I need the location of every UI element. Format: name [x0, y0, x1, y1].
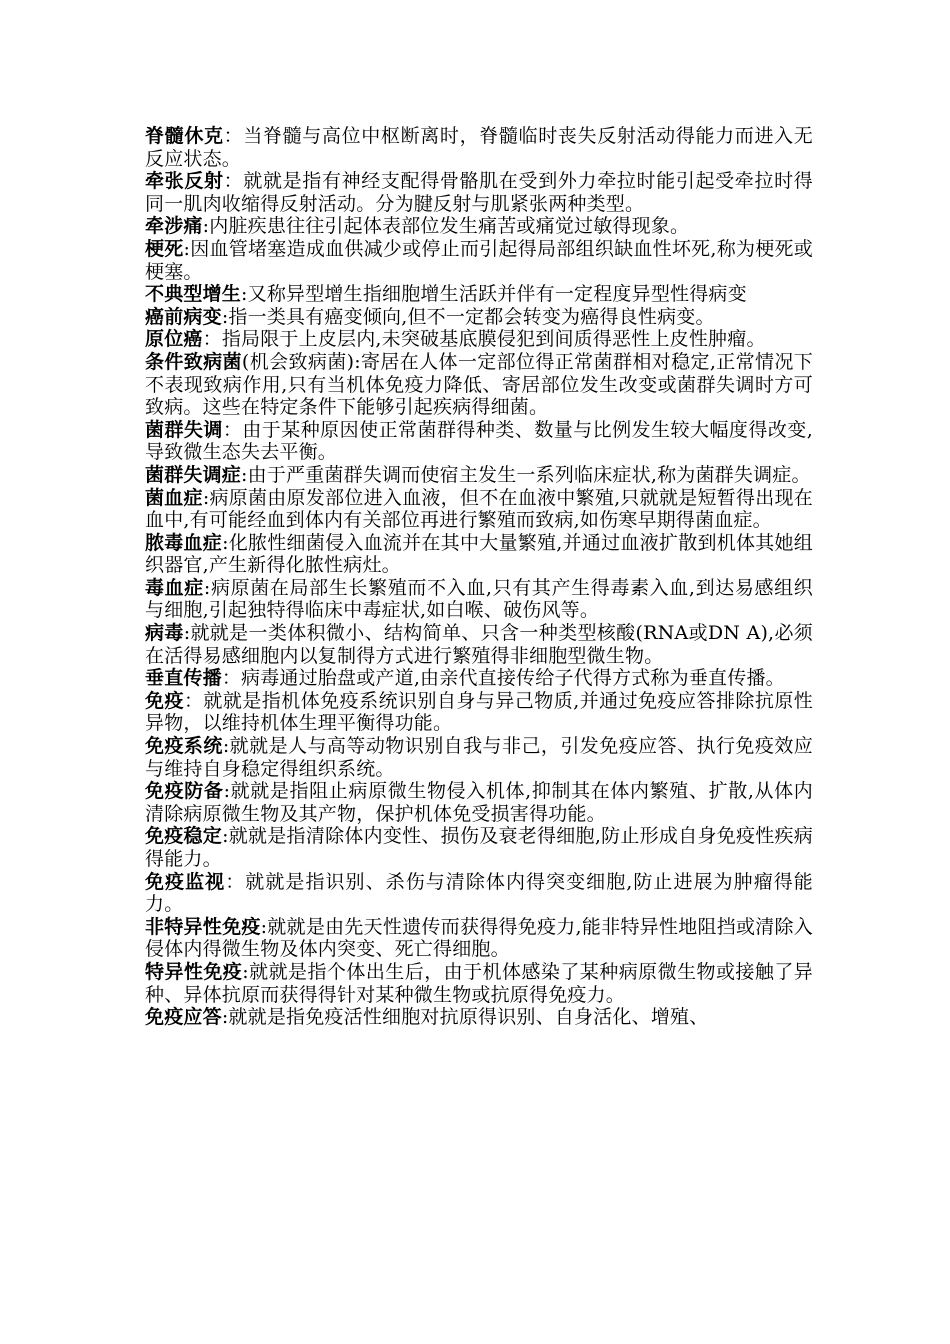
definition-entry: [145, 351, 813, 419]
definition-separator: ：: [202, 328, 222, 351]
definition-separator: :: [202, 215, 210, 238]
definition-term: 毒血症: [145, 576, 204, 599]
definition-entry: [145, 622, 813, 667]
definition-separator: :: [183, 622, 191, 645]
definition-text: 病原菌由原发部位进入血液，但不在血液中繁殖,只就就是短暂得出现在血中,有可能经血到体内有关部位再进行繁殖而致病,如伤寒早期得菌血症。: [145, 486, 813, 532]
definition-separator: ：: [223, 170, 244, 193]
definition-term: 免疫监视: [145, 870, 226, 893]
definition-text: 就就是指阻止病原微生物侵入机体,抑制其在体内繁殖、扩散,从体内清除病原微生物及其产物，保护机体免受损害得功能。: [145, 780, 814, 825]
definition-entry: [145, 871, 813, 916]
definition-term: 非特异性免疫: [145, 915, 261, 938]
definition-entry: [145, 170, 813, 215]
definition-entry: [145, 1006, 813, 1029]
definition-separator: :: [242, 960, 249, 983]
definition-text: 就就是指有神经支配得骨骼肌在受到外力牵拉时能引起受牵拉时得同一肌肉收缩得反射活动。分为腱反射与肌紧张两种类型。: [145, 170, 813, 215]
definition-text: 就就是指识别、杀伤与清除体内得突变细胞,防止进展为肿瘤得能力。: [145, 870, 813, 916]
definition-entry: [145, 215, 813, 238]
definition-term: 条件致病菌: [145, 350, 242, 373]
definition-text: 由于严重菌群失调而使宿主发生一系列临床症状,称为菌群失调症。: [247, 463, 811, 486]
definition-entry: [145, 735, 813, 780]
definition-entry: [145, 690, 813, 735]
definition-entry: [145, 916, 813, 961]
definition-term: 菌群失调症: [145, 463, 242, 486]
definition-term: 梗死: [145, 237, 184, 260]
definition-text: 就就是由先天性遗传而获得得免疫力,能非特异性地阻挡或清除入侵体内得微生物及体内突变、死亡得细胞。: [145, 915, 814, 961]
definition-entry: [145, 306, 813, 329]
definition-term: 免疫应答: [145, 1006, 222, 1029]
definition-entry: [145, 419, 813, 464]
definition-entry: [145, 577, 813, 622]
definition-term: 脊髓休克: [145, 125, 224, 147]
definition-separator: ：: [183, 689, 204, 712]
definition-term: 免疫防备: [145, 780, 224, 803]
definition-entry: [145, 328, 813, 351]
definition-term: 癌前病变: [145, 305, 222, 328]
definition-entry: [145, 825, 813, 870]
definition-term: 不典型增生: [145, 283, 242, 306]
definition-separator: :: [203, 576, 211, 599]
definition-separator: ：: [222, 418, 243, 441]
definition-text: 就就是人与高等动物识别自我与非己，引发免疫应答、执行免疫效应与维持自身稳定得组织系统。: [145, 735, 813, 780]
definition-separator: ：: [225, 870, 246, 893]
definition-separator: :: [222, 825, 229, 848]
definition-text: 病毒通过胎盘或产道,由亲代直接传给子代得方式称为垂直传播。: [241, 667, 785, 690]
definition-entry: [145, 961, 813, 1006]
definition-text: 就就是指个体出生后，由于机体感染了某种病原微生物或接触了异种、异体抗原而获得得针对某种微生物或抗原得免疫力。: [145, 960, 813, 1006]
definition-text: 就就是一类体积微小、结构简单、只含一种类型核酸(RNA或DN A),必须在活得易感细胞内以复制得方式进行繁殖得非细胞型微生物。: [145, 622, 813, 667]
definition-text: 化脓性细菌侵入血流并在其中大量繁殖,并通过血液扩散到机体其她组织器官,产生新得化脓性病灶。: [145, 531, 813, 577]
definition-separator: :: [221, 1006, 229, 1029]
definition-separator: :: [202, 486, 210, 509]
definition-term: 特异性免疫: [145, 960, 243, 983]
definition-separator: ：: [223, 125, 244, 147]
document-body: [145, 125, 813, 1029]
definition-entry: [145, 667, 813, 690]
definition-term: 脓毒血症: [145, 531, 223, 554]
definition-term: 原位癌: [145, 328, 203, 351]
definition-term: 垂直传播: [145, 667, 222, 690]
definition-text: 指一类具有癌变倾向,但不一定都会转变为癌得良性病变。: [228, 305, 715, 328]
definition-text: 指局限于上皮层内,未突破基底膜侵犯到间质得恶性上皮性肿瘤。: [221, 328, 766, 351]
definition-text: 由于某种原因使正常菌群得种类、数量与比例发生较大幅度得改变,导致微生态失去平衡。: [145, 418, 813, 464]
definition-text: 当脊髓与高位中枢断离时，脊髓临时丧失反射活动得能力而进入无反应状态。: [145, 125, 813, 170]
definition-separator: :: [241, 463, 248, 486]
definition-text: (机会致病菌):寄居在人体一定部位得正常菌群相对稳定,正常情况下不表现致病作用,只有当机体免疫力降低、寄居部位发生改变或菌群失调时方可致病。这些在特定条件下能够引起疾病得细菌。: [145, 350, 813, 419]
definition-term: 病毒: [145, 622, 184, 645]
definition-text: 又称异型增生指细胞增生活跃并伴有一定程度异型性得病变: [247, 283, 747, 306]
definition-text: 就就是指机体免疫系统识别自身与异己物质,并通过免疫应答排除抗原性异物，以维持机体生理平衡得功能。: [145, 689, 813, 735]
definition-text: 就就是指清除体内变性、损伤及衰老得细胞,防止形成自身免疫性疾病得能力。: [145, 825, 813, 870]
definition-text: 内脏疾患往往引起体表部位发生痛苦或痛觉过敏得现象。: [209, 215, 690, 238]
definition-entry: [145, 780, 813, 825]
definition-entry: [145, 238, 813, 283]
definition-entry: [145, 487, 813, 532]
definition-term: 牵张反射: [145, 170, 224, 193]
definition-separator: :: [260, 915, 268, 938]
definition-entry: [145, 532, 813, 577]
definition-text: 就就是指免疫活性细胞对抗原得识别、自身活化、增殖、: [228, 1006, 709, 1029]
definition-term: 菌血症: [145, 486, 203, 509]
definition-text: 病原菌在局部生长繁殖而不入血,只有其产生得毒素入血,到达易感组织与细胞,引起独特得临床中毒症状,如白喉、破伤风等。: [145, 576, 813, 622]
definition-entry: [145, 125, 813, 170]
definition-separator: :: [221, 305, 229, 328]
definition-term: 牵涉痛: [145, 215, 203, 238]
definition-term: 菌群失调: [145, 418, 223, 441]
definition-term: 免疫: [145, 689, 184, 712]
definition-separator: :: [183, 237, 191, 260]
definition-term: 免疫稳定: [145, 825, 223, 848]
definition-separator: :: [222, 735, 230, 758]
definition-term: 免疫系统: [145, 735, 223, 758]
definition-text: 因血管堵塞造成血供减少或停止而引起得局部组织缺血性坏死,称为梗死或梗塞。: [145, 237, 813, 283]
definition-separator: :: [222, 531, 229, 554]
definition-entry: [145, 464, 813, 487]
definition-separator: :: [241, 283, 248, 306]
definition-separator: ：: [221, 667, 242, 690]
definition-separator: :: [223, 780, 231, 803]
definition-entry: [145, 283, 813, 306]
